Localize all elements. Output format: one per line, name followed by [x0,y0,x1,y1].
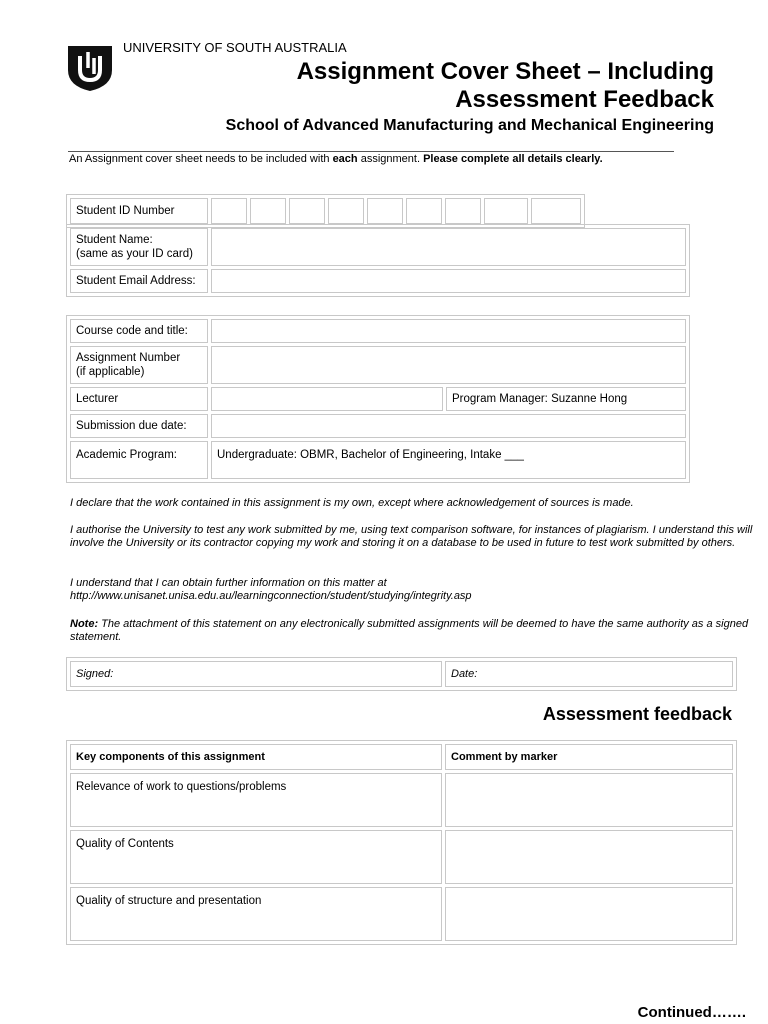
student-name-field[interactable] [211,228,686,266]
unisa-logo [66,44,114,92]
due-date-label: Submission due date: [70,414,208,438]
note-label: Note: [70,618,99,630]
signed-field[interactable]: Signed: [70,661,442,687]
intro-bold: Please complete all details clearly. [423,153,603,165]
continued-text: Continued……. [637,1004,746,1021]
feedback-row-label: Relevance of work to questions/problems [70,773,442,827]
student-name-label [70,228,208,266]
intro-each: each [332,153,358,165]
note-text: The attachment of this statement on any electronically submitted assignments will be deemed to have the same authority as a signed statement. [70,618,749,643]
student-id-box-9[interactable] [531,198,581,224]
academic-program-value: Undergraduate: OBMR, Bachelor of Engineering, Intake ___ [211,441,686,479]
document-title [297,58,714,114]
student-id-box-3[interactable] [289,198,325,224]
student-id-box-5[interactable] [367,198,403,224]
declaration-2: I authorise the University to test any work submitted by me, using text comparison software, for instances of plagiarism. I understand this will involve the University or its contractor copying my work and storing it on a database to be used in future to test work submitted by others. [70,524,753,549]
declaration-1: I declare that the work contained in this assignment is my own, except where acknowledgement of sources is made. [70,497,634,509]
intro-mid: assignment. [357,153,424,165]
student-id-box-2[interactable] [250,198,286,224]
declaration-3-text: I understand that I can obtain further information on this matter at [70,577,387,589]
student-id-label: Student ID Number [70,198,208,224]
lecturer-label: Lecturer [70,387,208,411]
declaration-note [70,618,764,644]
title-line-2: Assessment Feedback [455,86,714,113]
lecturer-field[interactable] [211,387,443,411]
header-divider [68,151,674,152]
assessment-feedback-title: Assessment feedback [542,704,732,724]
assignment-number-label-text: Assignment Number [76,352,181,364]
feedback-row-label: Quality of Contents [70,830,442,884]
feedback-table [66,740,737,945]
student-details-table [66,224,690,297]
date-field[interactable]: Date: [445,661,733,687]
student-name-sublabel: (same as your ID card) [76,248,193,260]
signature-table [66,657,737,691]
course-field[interactable] [211,319,686,343]
student-id-box-6[interactable] [406,198,442,224]
declaration-3 [70,577,764,603]
feedback-comment-field[interactable] [445,887,733,941]
course-label: Course code and title: [70,319,208,343]
student-email-field[interactable] [211,269,686,293]
student-id-box-7[interactable] [445,198,481,224]
feedback-comment-field[interactable] [445,830,733,884]
student-id-table [66,194,585,228]
comment-header: Comment by marker [445,744,733,770]
assignment-number-label [70,346,208,384]
program-manager: Program Manager: Suzanne Hong [446,387,686,411]
assignment-number-sublabel: (if applicable) [76,366,145,378]
feedback-row-label: Quality of structure and presentation [70,887,442,941]
integrity-url[interactable]: http://www.unisanet.unisa.edu.au/learningconnection/student/studying/integrity.asp [70,590,472,602]
key-components-header: Key components of this assignment [70,744,442,770]
student-id-box-8[interactable] [484,198,528,224]
assignment-number-field[interactable] [211,346,686,384]
student-email-label: Student Email Address: [70,269,208,293]
intro-prefix: An Assignment cover sheet needs to be included with [69,153,333,165]
title-line-1: Assignment Cover Sheet – Including [296,58,714,85]
feedback-comment-field[interactable] [445,773,733,827]
due-date-field[interactable] [211,414,686,438]
student-id-box-4[interactable] [328,198,364,224]
course-details-table [66,315,690,483]
student-id-box-1[interactable] [211,198,247,224]
university-name: UNIVERSITY OF SOUTH AUSTRALIA [123,40,347,55]
school-name: School of Advanced Manufacturing and Mechanical Engineering [225,117,714,134]
intro-text [69,153,603,165]
student-name-label-text: Student Name: [76,234,153,246]
academic-program-label: Academic Program: [70,441,208,479]
